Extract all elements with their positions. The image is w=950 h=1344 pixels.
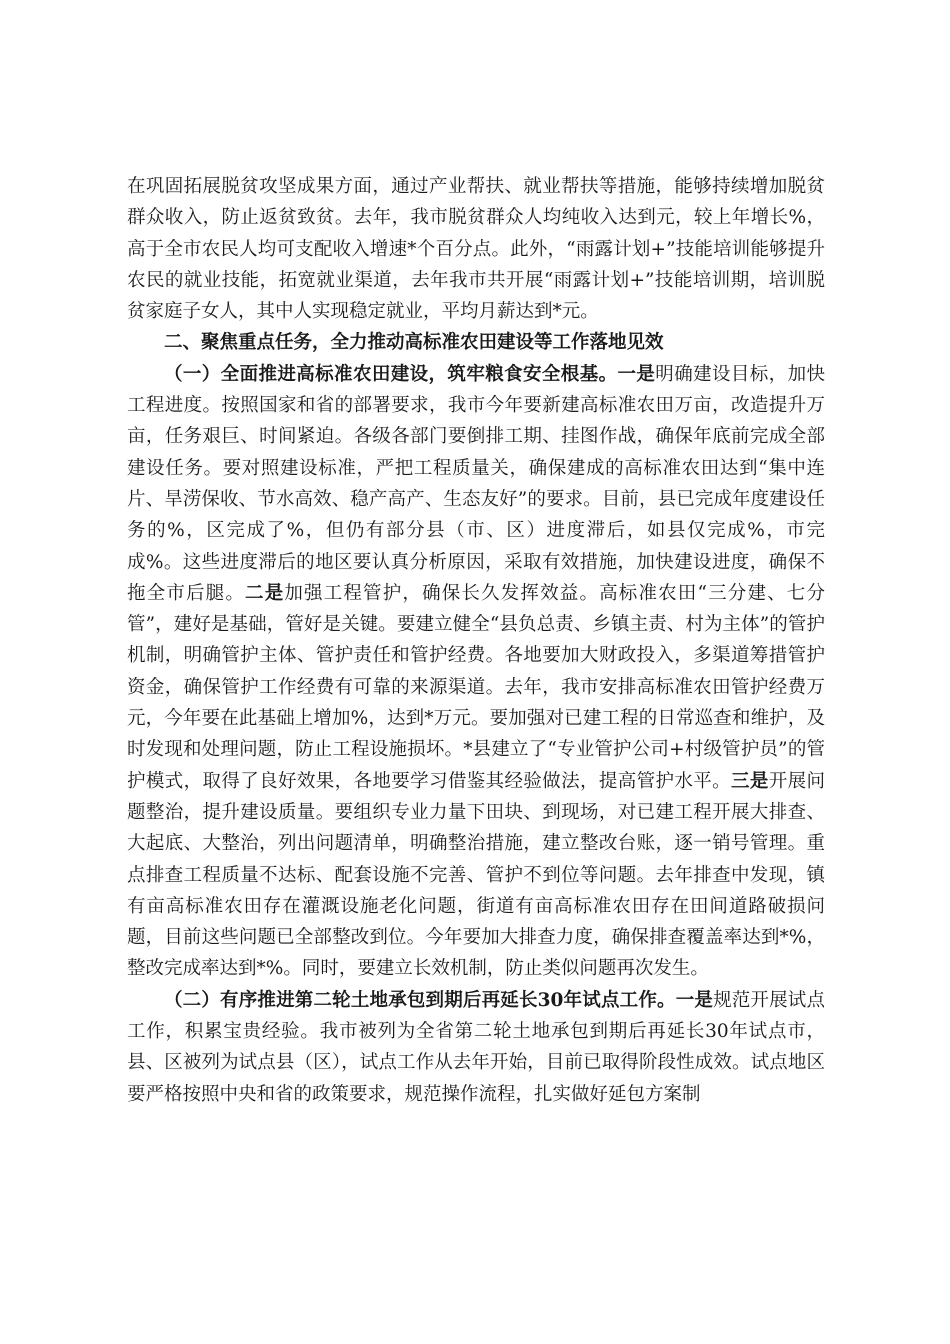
point-text-one: 明确建设目标，加快工程进度。按照国家和省的部署要求，我市今年要新建高标准农田万亩，改造提升万亩，任务艰巨、时间紧迫。各级各部门要倒排工期、挂图作战，确保年底前完成全部建设任务。要对照建设标准，严把工程质量关，确保建成的高标准农田达到“集中连片、旱涝保收、节水高效、稳产高产、生态友好”的要求。目前，县已完成年度建设任务的%，区完成了%，但仍有部分县（市、区）进度滞后，如县仅完成%，市完成%。这些进度滞后的地区要认真分析原因，采取有效措施，加快建设进度，确保不拖全市后腿。 xyxy=(127,363,825,604)
point-label-three: 三是 xyxy=(730,770,769,792)
point-text-one: 规范开展试点工作，积累宝贵经验。我市被列为全省第二轮土地承包到期后再延长30年试点市，县、区被列为试点县（区），试点工作从去年开始，目前已取得阶段性成效。试点地区要严格按照中央和省的政策要求，规范操作流程，扎实做好延包方案制 xyxy=(127,989,825,1105)
point-label-one: 一是 xyxy=(617,363,656,385)
point-label-two: 二是 xyxy=(245,582,285,604)
section-heading-two xyxy=(127,327,825,358)
point-label-one: 一是 xyxy=(675,989,714,1011)
point-text-two: 加强工程管护，确保长久发挥效益。高标准农田“三分建、七分管”，建好是基础，管好是关键。要建立健全“县负总责、乡镇主责、村为主体”的管护机制，明确管护主体、管护责任和管护经费。各地要加大财政投入，多渠道筹措管护资金，确保管护工作经费有可靠的来源渠道。去年，我市安排高标准农田管护经费万元，今年要在此基础上增加%，达到*万元。要加强对已建工程的日常巡查和维护，及时发现和处理问题，防止工程设施损坏。*县建立了“专业管护公司+村级管护员”的管护模式，取得了良好效果，各地要学习借鉴其经验做法，提高管护水平。 xyxy=(127,582,825,792)
paragraph-text: 在巩固拓展脱贫攻坚成果方面，通过产业帮扶、就业帮扶等措施，能够持续增加脱贫群众收入，防止返贫致贫。去年，我市脱贫群众人均纯收入达到元，较上年增长%，高于全市农民人均可支配收入增速*个百分点。此外，“雨露计划+”技能培训能够提升农民的就业技能，拓宽就业渠道，去年我市共开展“雨露计划+”技能培训期，培训脱贫家庭子女人，其中人实现稳定就业，平均月薪达到*元。 xyxy=(127,176,825,323)
paragraph-farmland-construction xyxy=(127,359,825,985)
subsection-title: （一）全面推进高标准农田建设，筑牢粮食安全根基。 xyxy=(164,363,618,385)
subsection-title: （二）有序推进第二轮土地承包到期后再延长30年试点工作。 xyxy=(164,989,676,1011)
heading-text: 二、聚焦重点任务，全力推动高标准农田建设等工作落地见效 xyxy=(164,332,664,354)
paragraph-land-contract xyxy=(127,985,825,1110)
paragraph-poverty-results xyxy=(127,171,825,327)
point-text-three: 开展问题整治，提升建设质量。要组织专业力量下田块、到现场，对已建工程开展大排查、大起底、大整治，列出问题清单，明确整治措施，建立整改台账，逐一销号管理。重点排查工程质量不达标、配套设施不完善、管护不到位等问题。去年排查中发现，镇有亩高标准农田存在灌溉设施老化问题，街道有亩高标准农田存在田间道路破损问题，目前这些问题已全部整改到位。今年要加大排查力度，确保排查覆盖率达到*%，整改完成率达到*%。同时，要建立长效机制，防止类似问题再次发生。 xyxy=(127,770,825,980)
document-body xyxy=(127,171,825,1110)
